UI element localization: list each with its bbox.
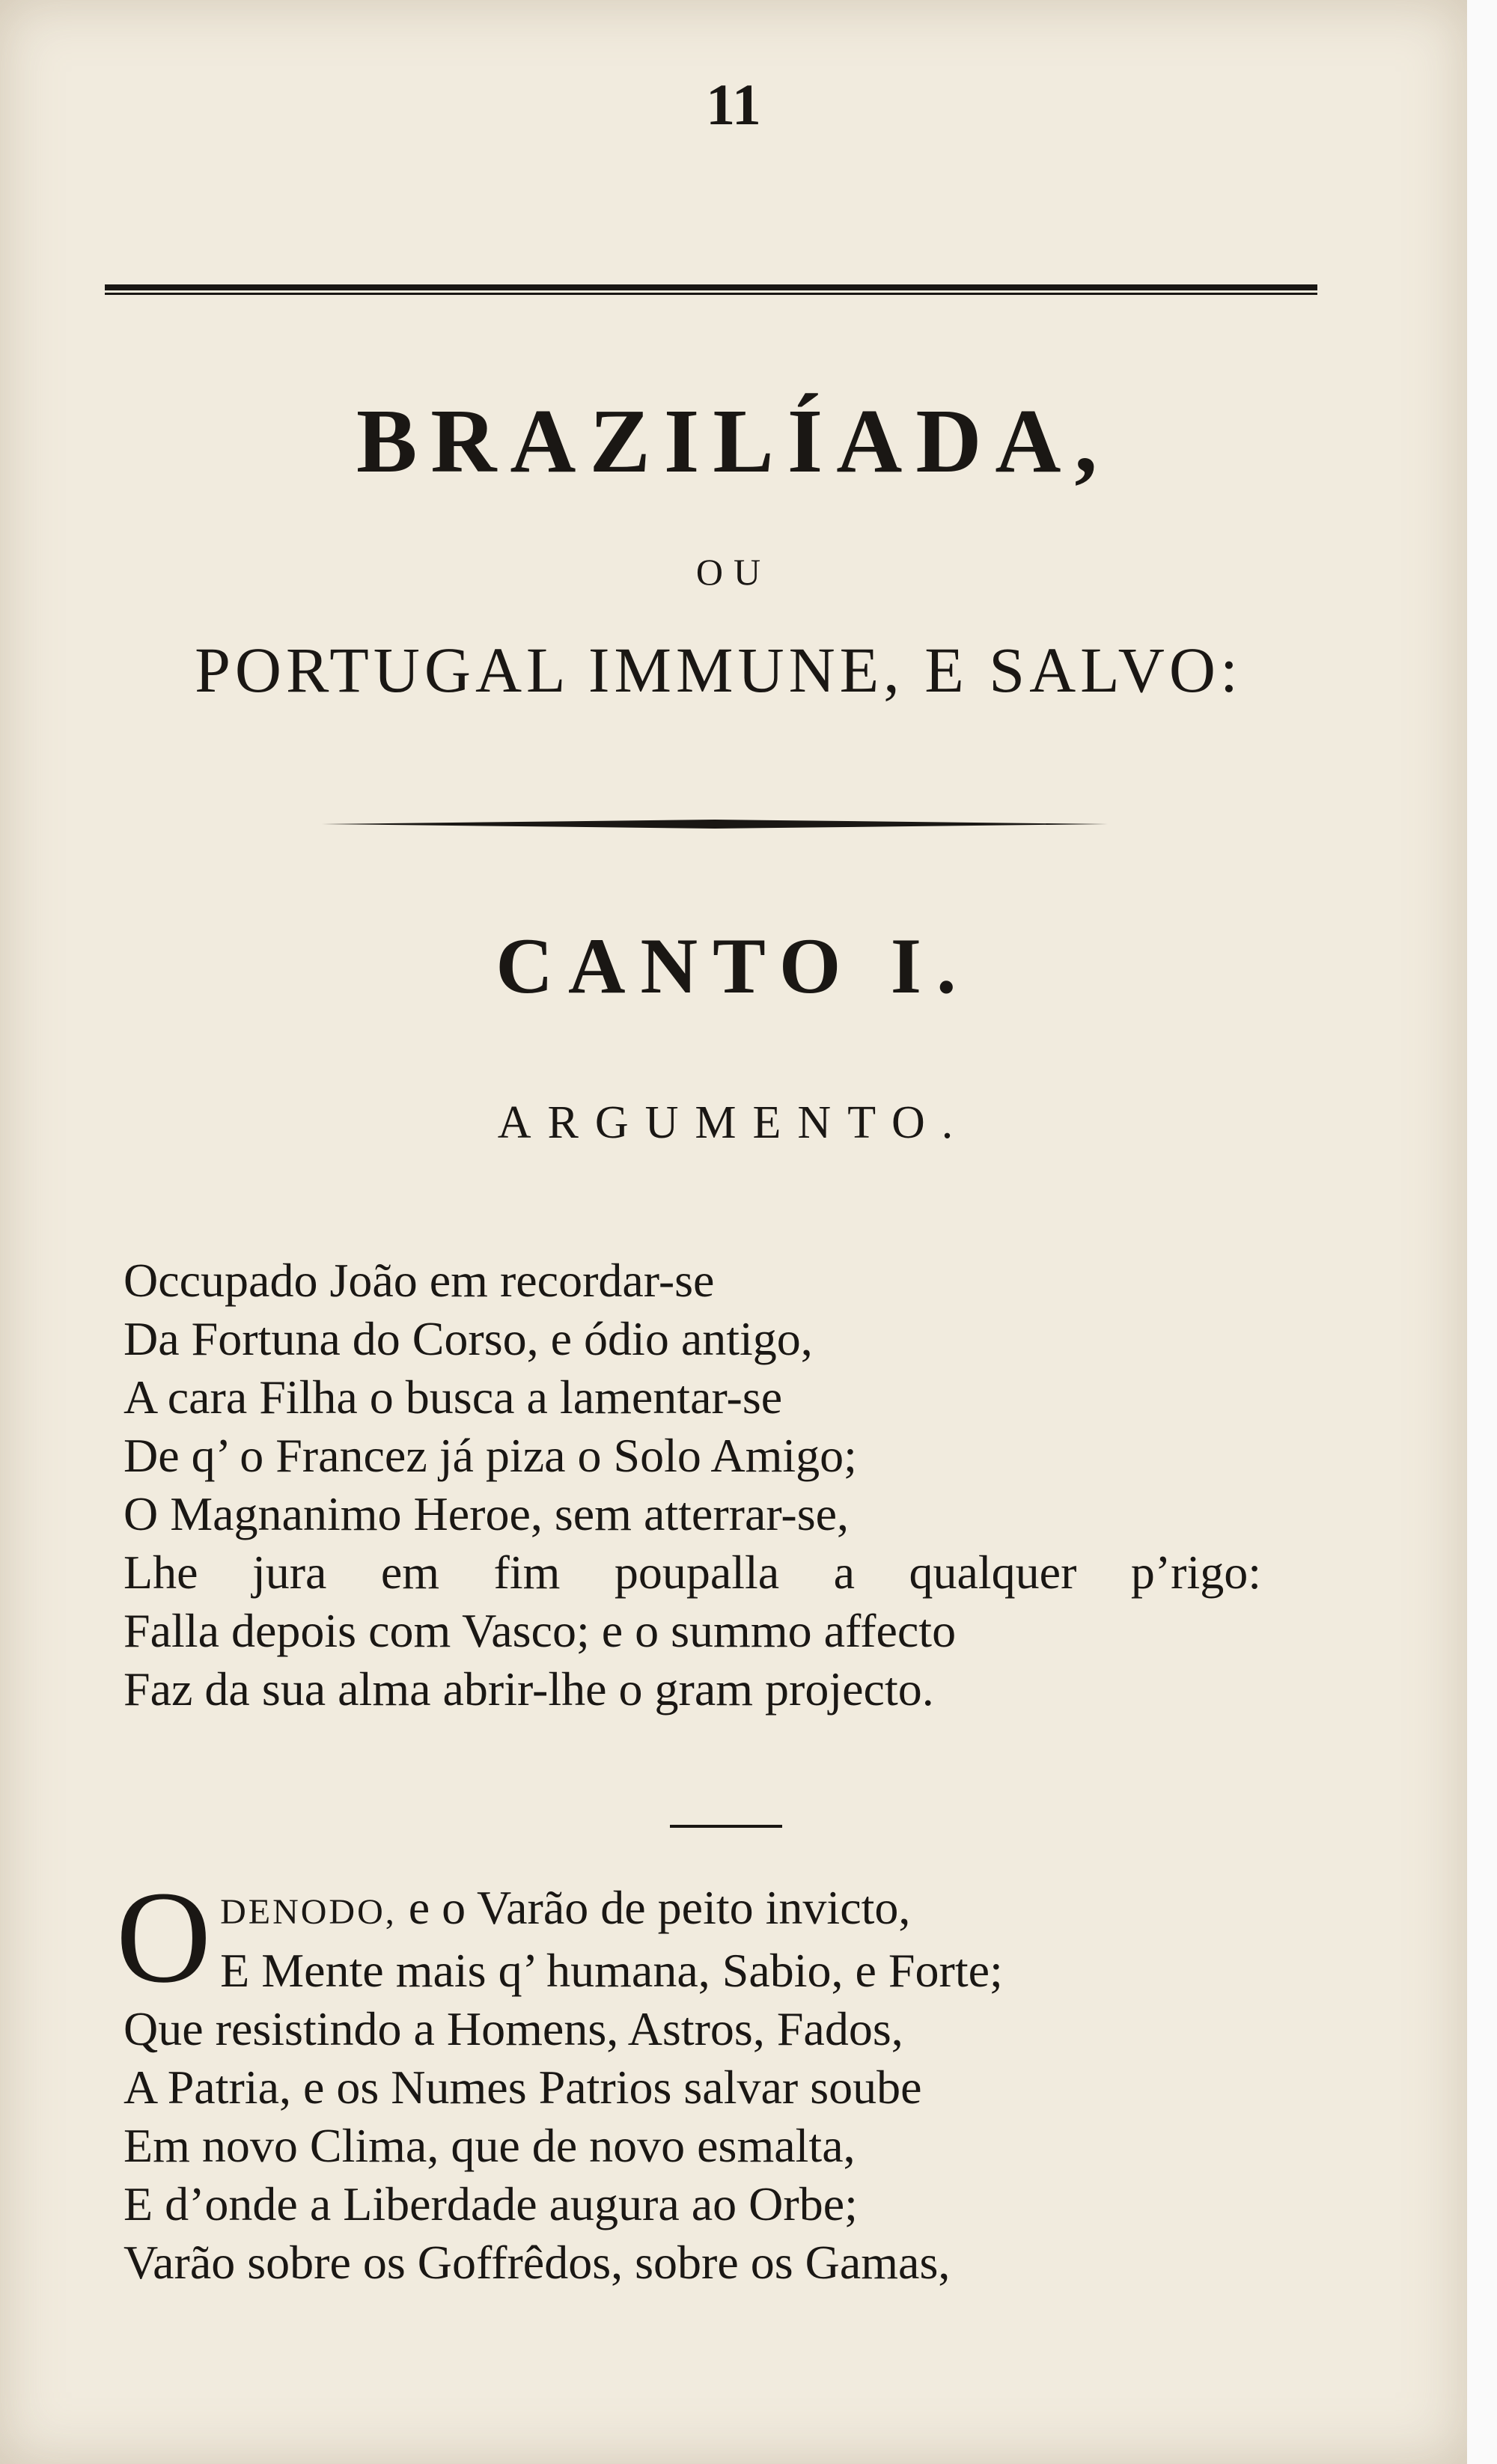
poem-line: E d’onde a Liberdade augura ao Orbe; xyxy=(124,2177,858,2230)
poem-line: Varão sobre os Goffrêdos, sobre os Gamas, xyxy=(124,2236,951,2289)
argument-line: O Magnanimo Heroe, sem atterrar-se, xyxy=(124,1487,849,1540)
argument-line: A cara Filha o busca a lamentar-se xyxy=(124,1370,783,1424)
book-title: BRAZILÍADA, xyxy=(356,391,1112,492)
argument-line: Falla depois com Vasco; e o summo affecto xyxy=(124,1604,957,1657)
drop-cap: O xyxy=(116,1864,212,2010)
poem-stanza xyxy=(116,1864,1336,2292)
book-subtitle: PORTUGAL IMMUNE, E SALVO: xyxy=(195,634,1243,706)
poem-line: Em novo Clima, que de novo esmalta, xyxy=(124,2119,856,2172)
poem-line: Que resistindo a Homens, Astros, Fados, xyxy=(124,2002,903,2055)
argument-heading: ARGUMENTO. xyxy=(497,1097,970,1148)
argument-stanza xyxy=(124,1251,1336,1719)
page-edge xyxy=(1467,0,1497,2464)
poem-line: E Mente mais q’ humana, Sabio, e Forte; xyxy=(220,1944,1003,1997)
argument-line: De q’ o Francez já piza o Solo Amigo; xyxy=(124,1429,857,1482)
page-number: 11 xyxy=(706,72,761,137)
first-word: DENODO, xyxy=(220,1892,397,1932)
poem-first-line xyxy=(124,1879,1336,1942)
title-top-rule xyxy=(105,283,1317,298)
argument-line: Lhe jura em fim poupalla a qualquer p’rigo: xyxy=(124,1546,1261,1599)
title-connector: OU xyxy=(695,551,772,593)
poem-line: A Patria, e os Numes Patrios salvar soube xyxy=(124,2061,922,2114)
argument-line: Occupado João em recordar-se xyxy=(124,1254,715,1307)
argument-line: Faz da sua alma abrir-lhe o gram projecto. xyxy=(124,1662,934,1716)
argument-line: Da Fortuna do Corso, e ódio antigo, xyxy=(124,1312,813,1365)
canto-heading: CANTO I. xyxy=(496,922,972,1010)
section-divider xyxy=(670,1825,782,1828)
first-line-text: e o Varão de peito invicto, xyxy=(408,1881,911,1934)
subtitle-divider xyxy=(322,820,1108,829)
